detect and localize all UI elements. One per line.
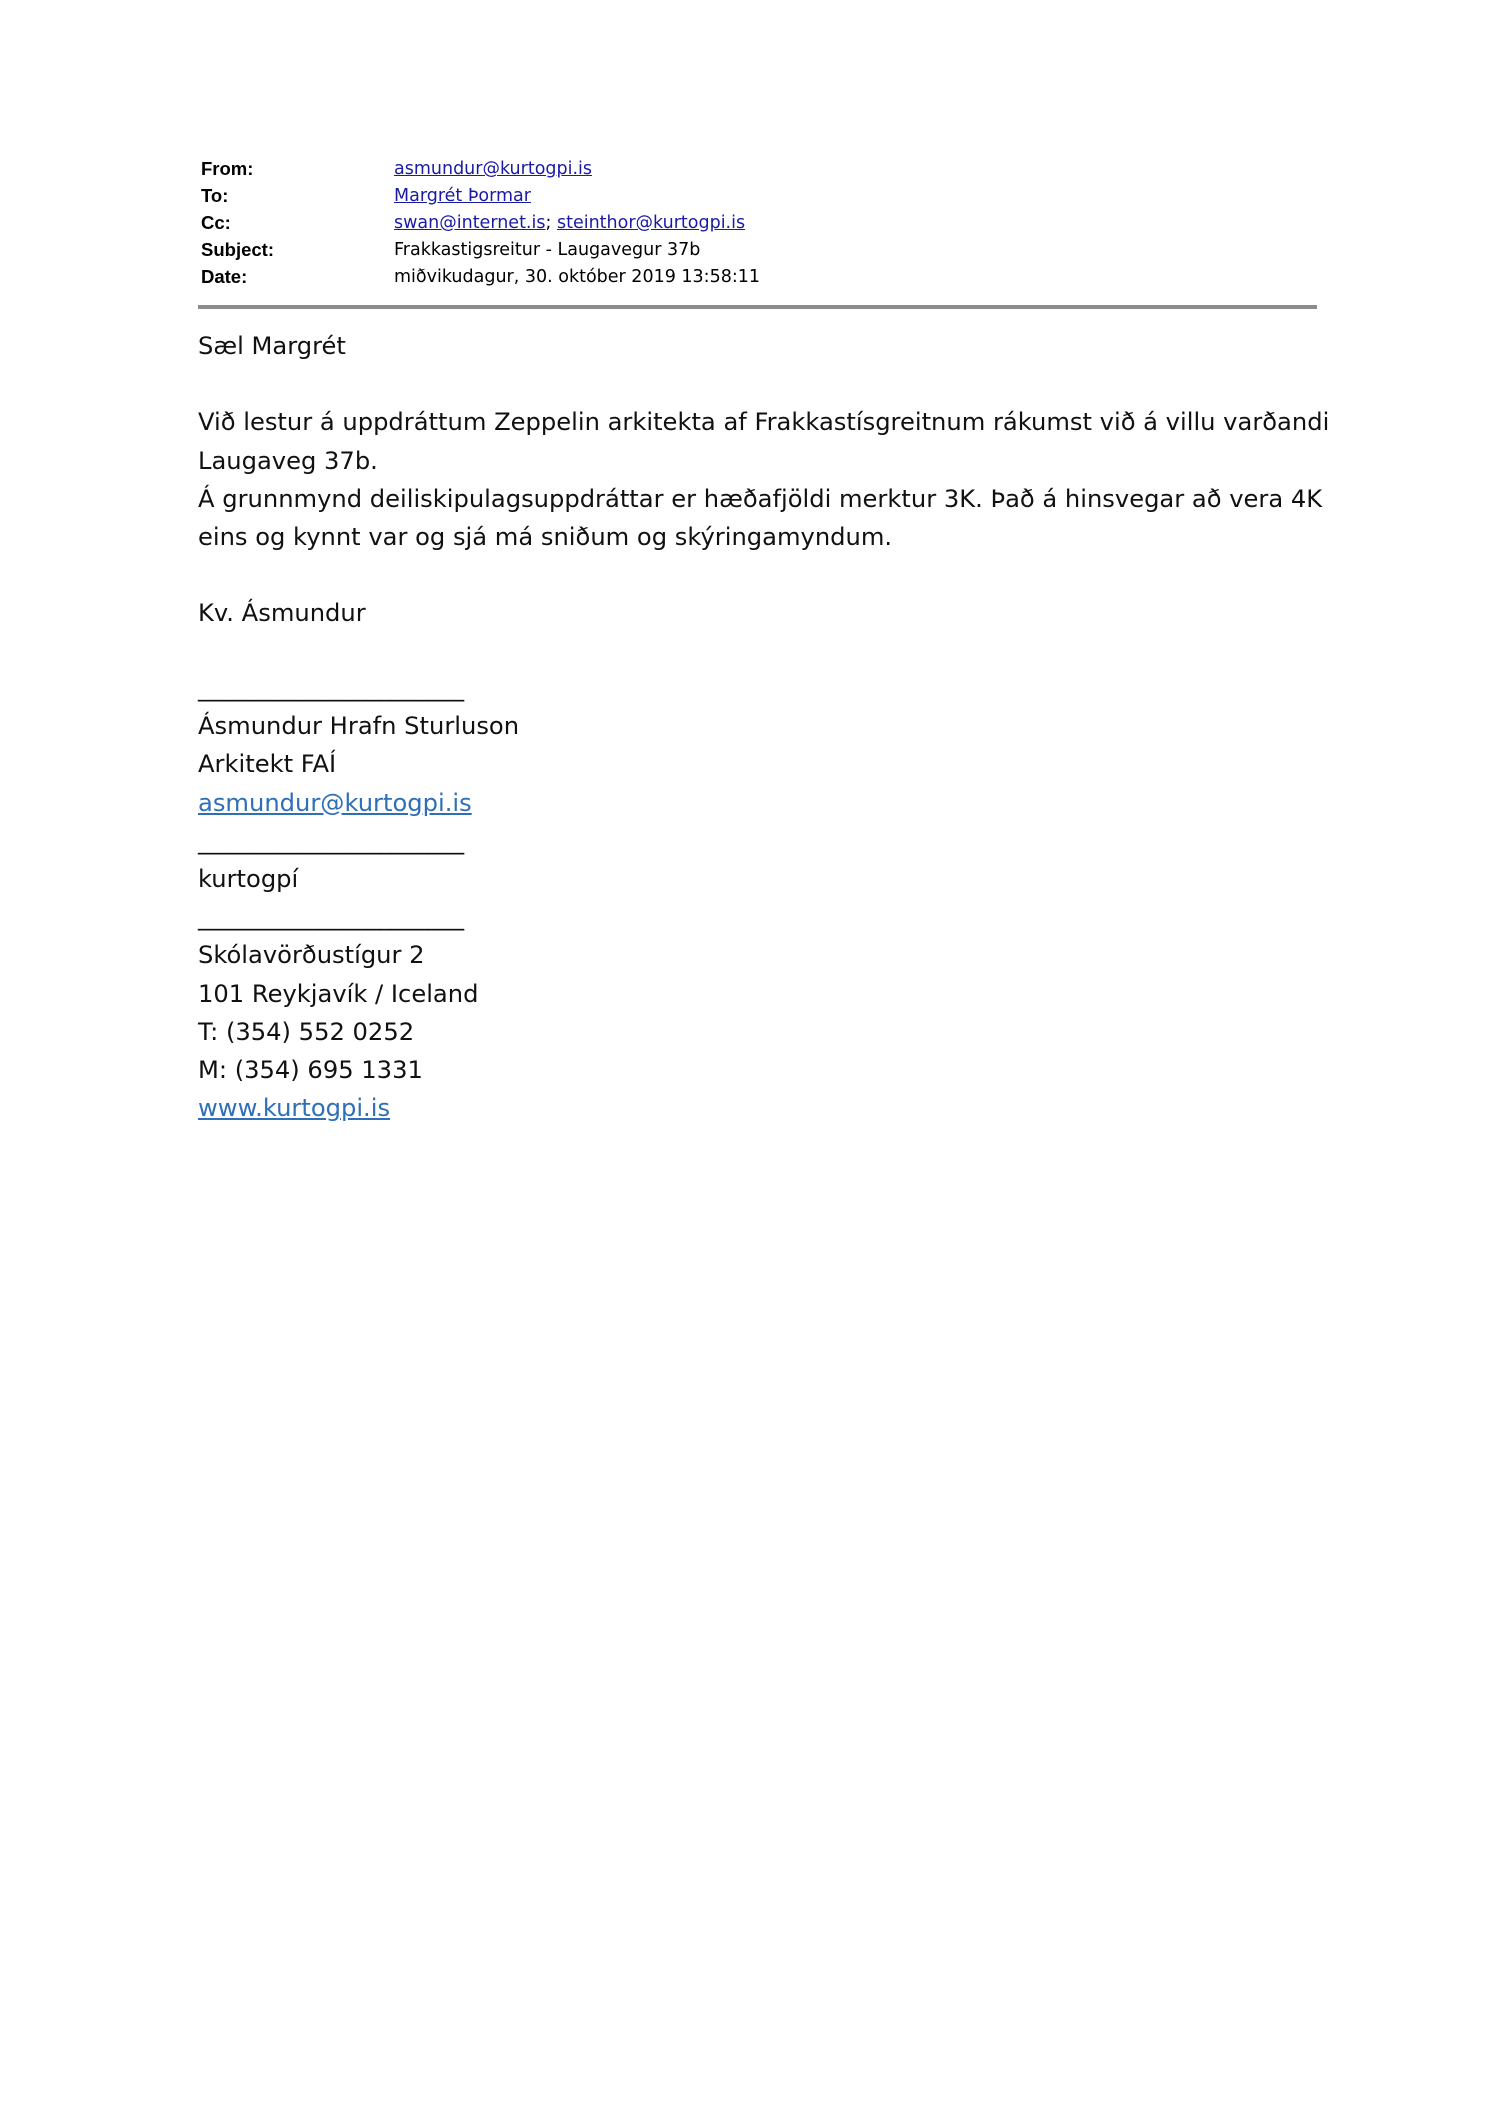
spacer	[198, 365, 1338, 403]
from-email-link[interactable]: asmundur@kurtogpi.is	[394, 159, 593, 180]
signature-email-link[interactable]: asmundur@kurtogpi.is	[198, 788, 472, 817]
from-row	[201, 156, 1316, 183]
email-body	[198, 327, 1338, 633]
to-recipient-link[interactable]: Margrét Þormar	[394, 186, 531, 207]
signature-rule: ______________________	[198, 674, 465, 702]
spacer	[198, 556, 1338, 594]
closing: Kv. Ásmundur	[198, 599, 366, 628]
signature-street: Skólavörðustígur 2	[198, 941, 425, 970]
signature-company: kurtogpí	[198, 865, 299, 894]
cc-separator: ;	[545, 212, 552, 233]
cc-email-link-2[interactable]: steinthor@kurtogpi.is	[556, 212, 746, 233]
signature-block	[198, 669, 519, 1127]
email-header	[201, 156, 1316, 290]
date-value: miðvikudagur, 30. október 2019 13:58:11	[394, 266, 761, 287]
subject-value: Frakkastigsreitur - Laugavegur 37b	[394, 239, 701, 260]
cc-label: Cc:	[201, 211, 231, 233]
body-paragraph-2: Á grunnmynd deiliskipulagsuppdráttar er hæðafjöldi merktur 3K. Það á hinsvegar að vera 4K eins og kynnt var og sjá má sniðum og skýringamyndum.	[198, 484, 1323, 551]
subject-row	[201, 236, 1316, 263]
date-label: Date:	[201, 265, 248, 287]
to-row	[201, 183, 1316, 210]
date-row	[201, 263, 1316, 290]
signature-mobile: M: (354) 695 1331	[198, 1056, 423, 1085]
signature-city: 101 Reykjavík / Iceland	[198, 979, 479, 1008]
signature-phone: T: (354) 552 0252	[198, 1017, 415, 1046]
signature-title: Arkitekt FAÍ	[198, 750, 337, 779]
cc-row	[201, 210, 1316, 237]
to-label: To:	[201, 185, 229, 207]
signature-name: Ásmundur Hrafn Sturluson	[198, 712, 520, 741]
header-divider	[198, 305, 1317, 309]
from-label: From:	[201, 158, 254, 180]
body-paragraph-1: Við lestur á uppdráttum Zeppelin arkitekta af Frakkastísgreitnum rákumst við á villu varðandi Laugaveg 37b.	[198, 408, 1330, 475]
signature-rule: ______________________	[198, 903, 465, 932]
cc-email-link-1[interactable]: swan@internet.is	[394, 212, 546, 233]
greeting: Sæl Margrét	[198, 332, 346, 360]
subject-label: Subject:	[201, 238, 274, 260]
signature-website-link[interactable]: www.kurtogpi.is	[198, 1094, 391, 1123]
signature-rule: ______________________	[198, 826, 465, 855]
cc-values	[394, 210, 745, 236]
